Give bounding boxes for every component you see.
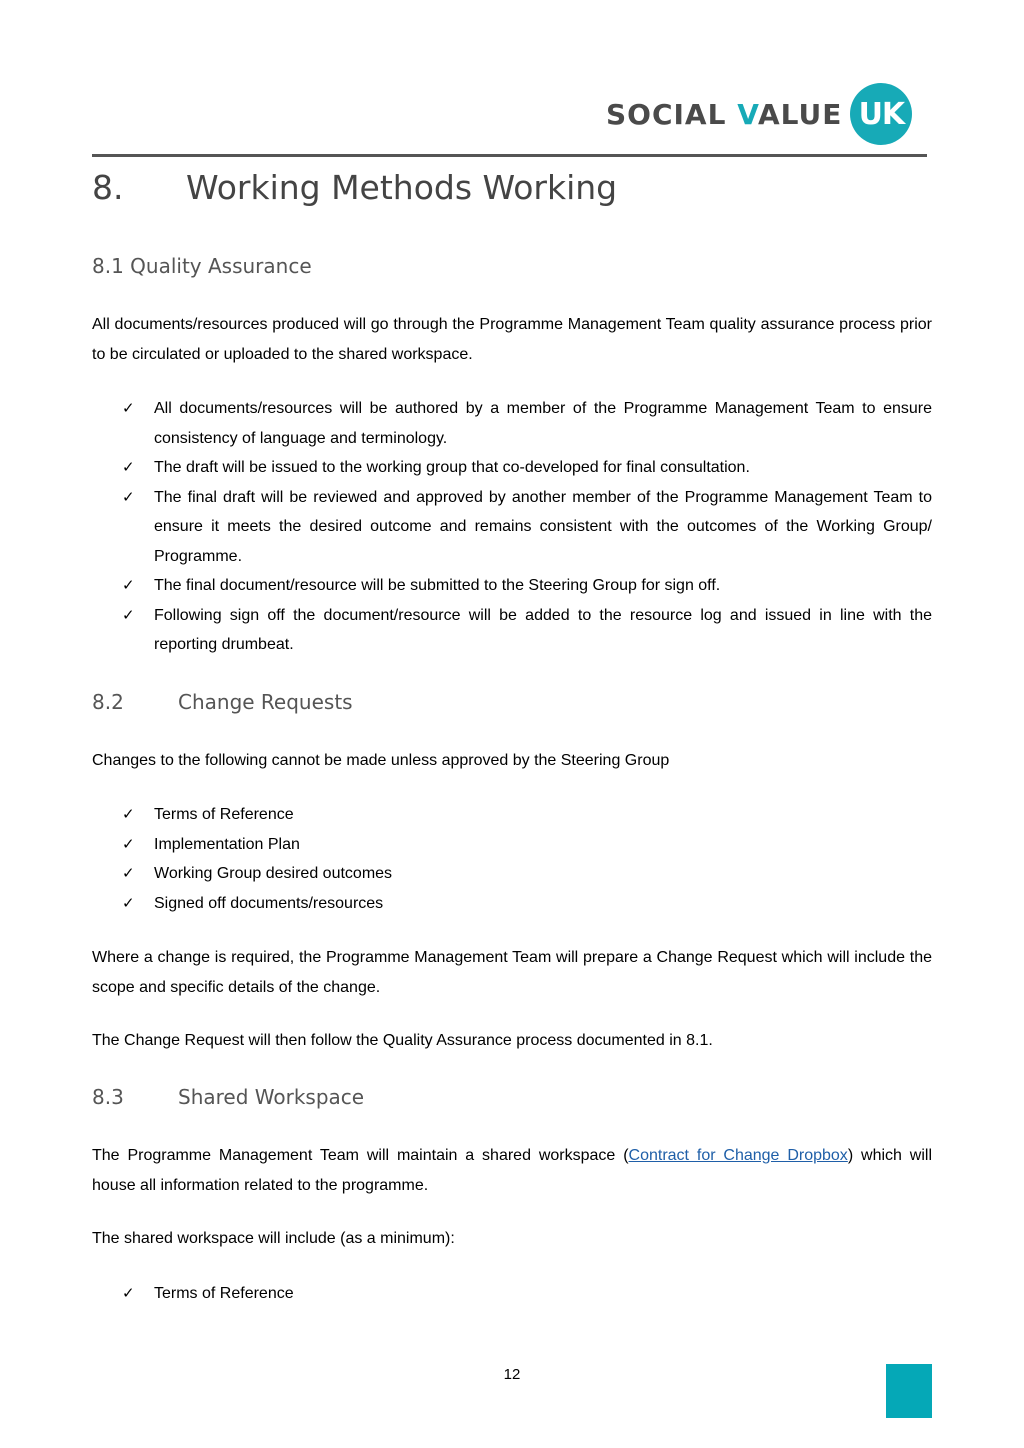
checkmark-icon: ✓ bbox=[122, 893, 135, 912]
change-request-qa-paragraph: The Change Request will then follow the Quality Assurance process documented in 8.1. bbox=[92, 1032, 713, 1049]
logo-text-alue: ALUE bbox=[757, 97, 843, 131]
footer-accent-block bbox=[886, 1364, 932, 1418]
change-requests-checklist bbox=[120, 800, 932, 918]
list-item-text: Signed off documents/resources bbox=[154, 894, 384, 912]
section-title bbox=[92, 168, 617, 207]
quality-assurance-checklist bbox=[120, 394, 932, 660]
list-item-text: All documents/resources will be authored by a member of the Programme Management Team to ensure consistency of language and terminology. bbox=[154, 400, 932, 447]
shared-workspace-checklist bbox=[120, 1279, 932, 1309]
list-item-text: The final draft will be reviewed and approved by another member of the Programme Management Team to ensure it meets the desired outcome and remains consistent with the outcomes of the Working Group/ Programme. bbox=[154, 488, 932, 565]
heading-number: 8.2 bbox=[92, 690, 124, 714]
list-item-text: Working Group desired outcomes bbox=[154, 865, 393, 882]
change-requests-intro: Changes to the following cannot be made unless approved by the Steering Group bbox=[92, 752, 670, 769]
logo-wordmark bbox=[606, 98, 842, 131]
shared-workspace-minimum-intro: The shared workspace will include (as a minimum): bbox=[92, 1230, 455, 1247]
text: The Programme Management Team will maintain a shared workspace ( bbox=[92, 1147, 629, 1164]
heading-shared-workspace bbox=[92, 1085, 364, 1109]
heading-change-requests bbox=[92, 690, 353, 714]
header-divider bbox=[92, 154, 927, 157]
list-item-text: The draft will be issued to the working group that co-developed for final consultation. bbox=[154, 459, 750, 476]
list-item-text: Implementation Plan bbox=[154, 835, 300, 853]
heading-text: Change Requests bbox=[178, 690, 353, 714]
shared-workspace-paragraph bbox=[92, 1141, 932, 1201]
list-item-text: The final document/resource will be submitted to the Steering Group for sign off. bbox=[154, 577, 721, 594]
heading-quality-assurance: 8.1 Quality Assurance bbox=[92, 254, 312, 278]
checkmark-icon: ✓ bbox=[122, 487, 135, 506]
checkmark-icon: ✓ bbox=[122, 1284, 135, 1302]
page-number: 12 bbox=[503, 1366, 521, 1383]
list-item bbox=[120, 1279, 932, 1309]
list-item-text: Following sign off the document/resource will be added to the resource log and issued in line with the reporting drumbeat. bbox=[154, 606, 932, 653]
checkmark-icon: ✓ bbox=[122, 805, 135, 823]
list-item bbox=[120, 394, 932, 453]
checkmark-icon: ✓ bbox=[122, 458, 135, 476]
list-item bbox=[120, 571, 932, 601]
checkmark-icon: ✓ bbox=[122, 864, 135, 882]
section-title-text: Working Methods Working bbox=[186, 168, 618, 207]
text: ) which will house all information related to the programme. bbox=[92, 1147, 933, 1194]
list-item-text: Terms of Reference bbox=[154, 806, 294, 823]
heading-number: 8.3 bbox=[92, 1085, 124, 1109]
list-item-text: Terms of Reference bbox=[154, 1285, 294, 1302]
list-item bbox=[120, 453, 932, 483]
change-request-paragraph: Where a change is required, the Programme Management Team will prepare a Change Request which will include the scope and specific details of the change. bbox=[92, 949, 932, 996]
list-item bbox=[120, 601, 932, 660]
section-number: 8. bbox=[92, 168, 124, 207]
list-item bbox=[120, 483, 932, 572]
list-item bbox=[120, 859, 932, 889]
quality-assurance-intro: All documents/resources produced will go through the Programme Management Team quality assurance process prior to be circulated or uploaded to the shared workspace. bbox=[92, 316, 932, 363]
logo-text-social: SOCIAL bbox=[606, 97, 738, 131]
logo-text-v: V bbox=[737, 97, 758, 131]
checkmark-icon: ✓ bbox=[122, 834, 135, 853]
list-item bbox=[120, 800, 932, 830]
list-item bbox=[120, 889, 932, 919]
list-item bbox=[120, 830, 932, 860]
checkmark-icon: ✓ bbox=[122, 605, 135, 624]
checkmark-icon: ✓ bbox=[122, 399, 135, 417]
dropbox-link[interactable]: Contract for Change Dropbox bbox=[628, 1147, 848, 1164]
checkmark-icon: ✓ bbox=[122, 576, 135, 594]
social-value-uk-logo bbox=[606, 84, 912, 144]
heading-text: Shared Workspace bbox=[178, 1085, 365, 1109]
logo-uk-badge: UK bbox=[850, 83, 912, 145]
